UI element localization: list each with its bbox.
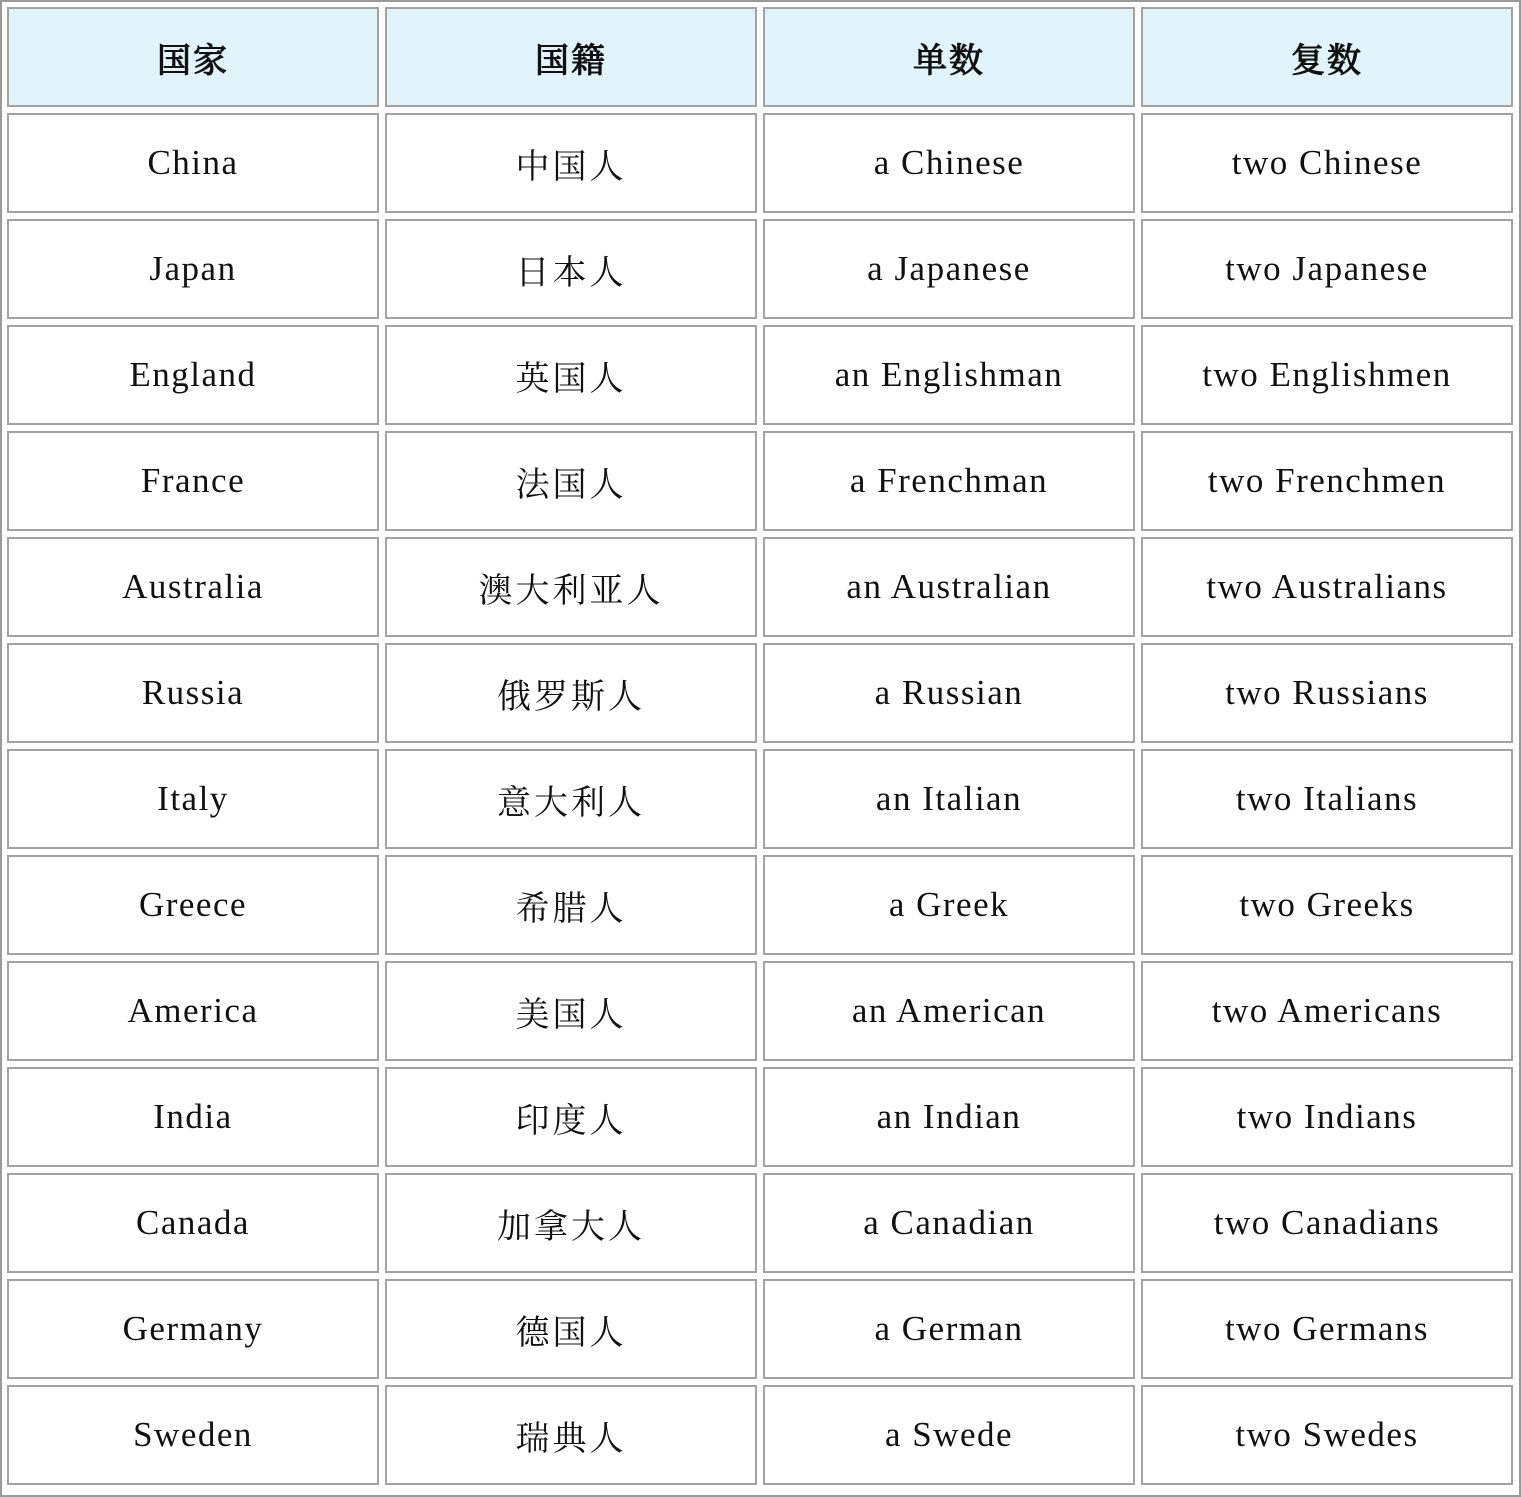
nationality-cell: 希腊人	[385, 855, 757, 955]
country-cell: Canada	[7, 1173, 379, 1273]
header-singular: 单数	[763, 7, 1135, 107]
header-nationality: 国籍	[385, 7, 757, 107]
nationality-cell: 法国人	[385, 431, 757, 531]
header-country: 国家	[7, 7, 379, 107]
country-cell: Australia	[7, 537, 379, 637]
plural-cell: two Swedes	[1141, 1385, 1513, 1485]
singular-cell: a Japanese	[763, 219, 1135, 319]
plural-cell: two Germans	[1141, 1279, 1513, 1379]
singular-cell: an Australian	[763, 537, 1135, 637]
country-cell: India	[7, 1067, 379, 1167]
plural-cell: two Englishmen	[1141, 325, 1513, 425]
singular-cell: a Greek	[763, 855, 1135, 955]
singular-cell: a German	[763, 1279, 1135, 1379]
plural-cell: two Greeks	[1141, 855, 1513, 955]
table-row	[7, 431, 1513, 531]
nationality-cell: 印度人	[385, 1067, 757, 1167]
plural-cell: two Indians	[1141, 1067, 1513, 1167]
country-cell: China	[7, 113, 379, 213]
table-row	[7, 325, 1513, 425]
table-row	[7, 1173, 1513, 1273]
nationality-cell: 加拿大人	[385, 1173, 757, 1273]
singular-cell: an Indian	[763, 1067, 1135, 1167]
country-cell: Sweden	[7, 1385, 379, 1485]
plural-cell: two Canadians	[1141, 1173, 1513, 1273]
nationality-cell: 意大利人	[385, 749, 757, 849]
table-row	[7, 961, 1513, 1061]
country-cell: America	[7, 961, 379, 1061]
plural-cell: two Americans	[1141, 961, 1513, 1061]
country-cell: France	[7, 431, 379, 531]
singular-cell: an Englishman	[763, 325, 1135, 425]
nationality-cell: 澳大利亚人	[385, 537, 757, 637]
country-cell: Japan	[7, 219, 379, 319]
nationality-cell: 德国人	[385, 1279, 757, 1379]
nationality-cell: 日本人	[385, 219, 757, 319]
nationality-cell: 瑞典人	[385, 1385, 757, 1485]
country-cell: Germany	[7, 1279, 379, 1379]
singular-cell: a Frenchman	[763, 431, 1135, 531]
country-cell: Russia	[7, 643, 379, 743]
table-row	[7, 113, 1513, 213]
table-row	[7, 219, 1513, 319]
table-row	[7, 749, 1513, 849]
singular-cell: a Chinese	[763, 113, 1135, 213]
table-row	[7, 1279, 1513, 1379]
singular-cell: an Italian	[763, 749, 1135, 849]
plural-cell: two Chinese	[1141, 113, 1513, 213]
header-row	[7, 7, 1513, 107]
nationality-cell: 美国人	[385, 961, 757, 1061]
nationality-cell: 中国人	[385, 113, 757, 213]
nationality-cell: 俄罗斯人	[385, 643, 757, 743]
table-row	[7, 1067, 1513, 1167]
nationality-table	[1, 1, 1519, 1491]
plural-cell: two Japanese	[1141, 219, 1513, 319]
plural-cell: two Russians	[1141, 643, 1513, 743]
table-row	[7, 1385, 1513, 1485]
table-row	[7, 537, 1513, 637]
table-row	[7, 855, 1513, 955]
plural-cell: two Australians	[1141, 537, 1513, 637]
plural-cell: two Frenchmen	[1141, 431, 1513, 531]
singular-cell: an American	[763, 961, 1135, 1061]
table-row	[7, 643, 1513, 743]
country-cell: Greece	[7, 855, 379, 955]
country-cell: England	[7, 325, 379, 425]
nationality-cell: 英国人	[385, 325, 757, 425]
singular-cell: a Canadian	[763, 1173, 1135, 1273]
singular-cell: a Russian	[763, 643, 1135, 743]
country-cell: Italy	[7, 749, 379, 849]
header-plural: 复数	[1141, 7, 1513, 107]
singular-cell: a Swede	[763, 1385, 1135, 1485]
plural-cell: two Italians	[1141, 749, 1513, 849]
